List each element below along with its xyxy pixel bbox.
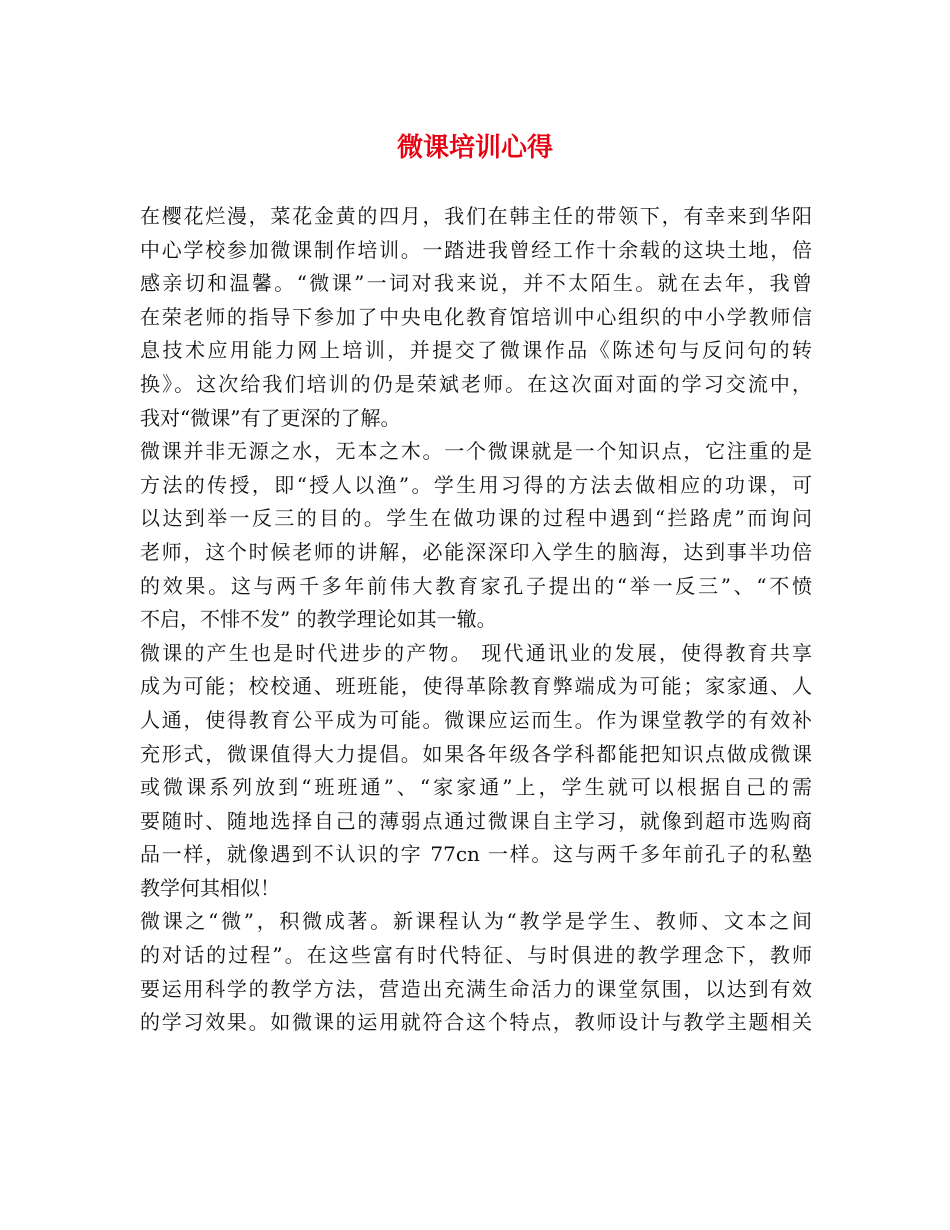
text-line: 要随时、随地选择自己的薄弱点通过微课自主学习，就像到超市选购商 <box>140 808 812 833</box>
text-line: 微课的产生也是时代进步的产物。 现代通讯业的发展，使得教育共享 <box>140 640 812 665</box>
text-line: 或微课系列放到“班班通”、“家家通”上，学生就可以根据自己的需 <box>140 775 812 800</box>
text-line: 要运用科学的教学方法，营造出充满生命活力的课堂氛围，以达到有效 <box>140 976 812 1001</box>
text-line: 在樱花烂漫，菜花金黄的四月，我们在韩主任的带领下，有幸来到华阳 <box>140 204 812 228</box>
text-line: 换》。这次给我们培训的仍是荣斌老师。在这次面对面的学习交流中， <box>140 371 812 396</box>
text-line: 息技术应用能力网上培训，并提交了微课作品《陈述句与反问句的转 <box>140 338 812 363</box>
text-line: 教学何其相似！ <box>140 875 280 900</box>
text-line: 以达到举一反三的目的。学生在做功课的过程中遇到“拦路虎”而询问 <box>140 506 812 531</box>
text-line: 微课之“微”，积微成著。新课程认为“教学是学生、教师、文本之间 <box>140 909 812 934</box>
document-body <box>140 200 812 1040</box>
text-line: 的对话的过程”。在这些富有时代特征、与时俱进的教学理念下，教师 <box>140 943 812 968</box>
text-line: 品一样，就像遇到不认识的字 77cn 一样。这与两千多年前孔子的私塾 <box>140 842 812 867</box>
text-line: 在荣老师的指导下参加了中央电化教育馆培训中心组织的中小学教师信 <box>140 304 812 329</box>
text-line: 微课并非无源之水，无本之木。一个微课就是一个知识点，它注重的是 <box>140 439 812 464</box>
text-line: 感亲切和温馨。“微课”一词对我来说，并不太陌生。就在去年，我曾 <box>140 271 812 296</box>
document-title: 微课培训心得 <box>396 133 553 163</box>
text-line: 的效果。这与两千多年前伟大教育家孔子提出的“举一反三”、“不愤 <box>140 573 812 598</box>
text-line: 老师，这个时候老师的讲解，必能深深印入学生的脑海，达到事半功倍 <box>140 539 812 564</box>
text-line: 充形式，微课值得大力提倡。如果各年级各学科都能把知识点做成微课 <box>140 741 812 766</box>
text-line: 人通，使得教育公平成为可能。微课应运而生。作为课堂教学的有效补 <box>140 707 812 732</box>
text-line: 我对“微课”有了更深的了解。 <box>140 405 401 430</box>
text-line: 不启，不悱不发” 的教学理论如其一辙。 <box>140 607 497 632</box>
text-line: 成为可能；校校通、班班能，使得革除教育弊端成为可能；家家通、人 <box>140 674 812 699</box>
text-line: 方法的传授，即“授人以渔”。学生用习得的方法去做相应的功课，可 <box>140 472 812 497</box>
text-line: 的学习效果。如微课的运用就符合这个特点，教师设计与教学主题相关 <box>140 1010 812 1035</box>
text-line: 中心学校参加微课制作培训。一踏进我曾经工作十余载的这块土地，倍 <box>140 237 812 262</box>
